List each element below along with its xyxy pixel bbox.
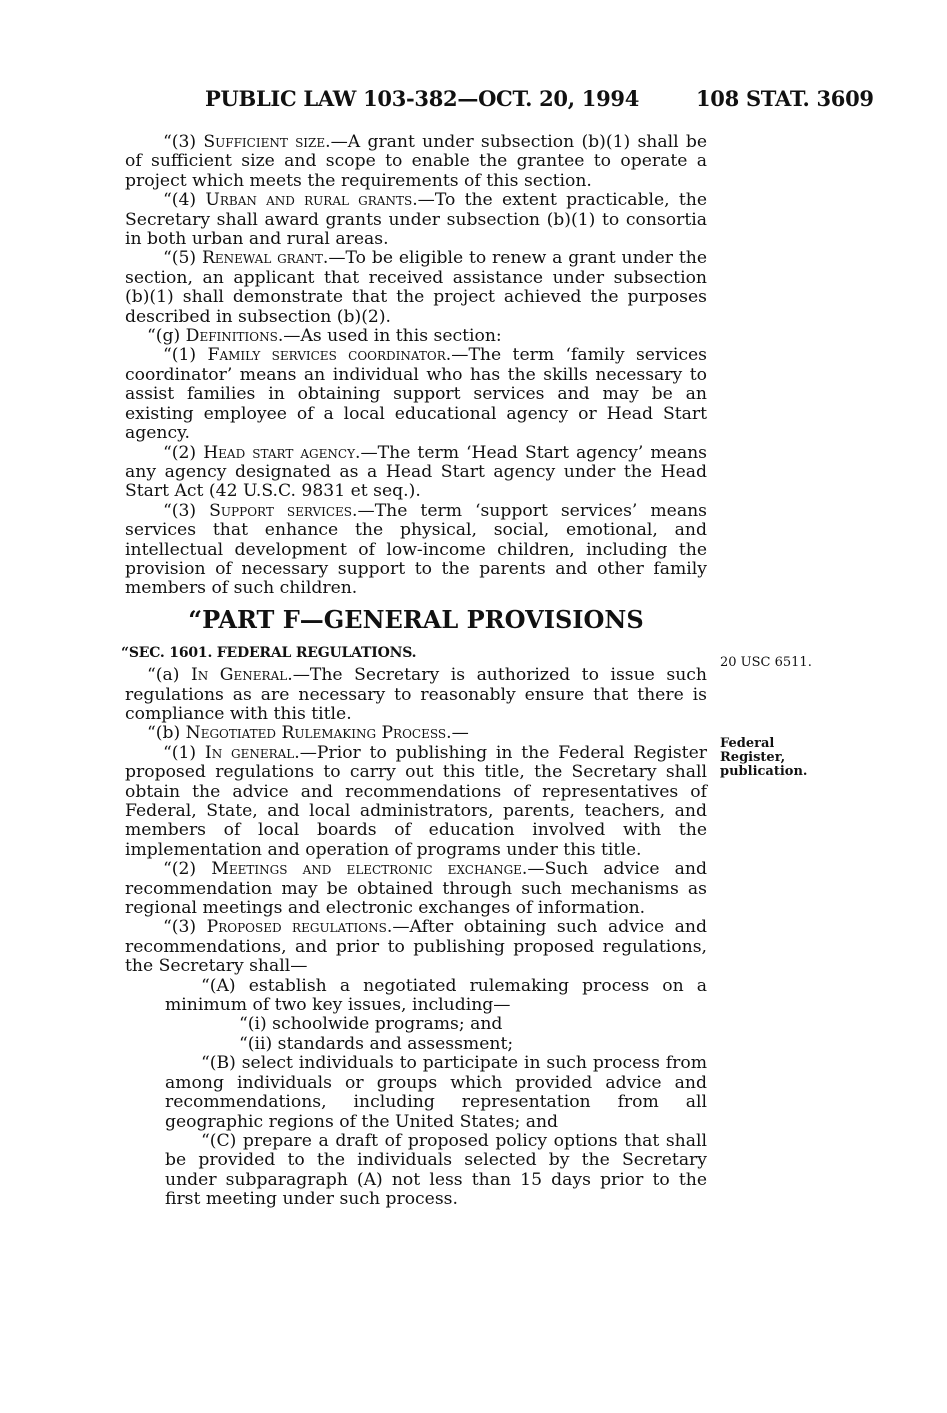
paragraph: “(b) Negotiated Rulemaking Process.— — [147, 723, 469, 744]
paragraph: “(4) Urban and rural grants.—To the extent practicable, the Secretary shall award grants under subsection (b)(1) to consortia in both urban and rural areas. — [125, 190, 707, 250]
paragraph: “(1) In general.—Prior to publishing in the Federal Register proposed regulations to carry out this title, the Secretary shall obtain the advice and recommendations of representatives of Federal, State, and local administrators, parents, teachers, and members of local boards of education involved with the implementation and operation of programs under this title. — [125, 742, 707, 860]
margin-note-usc: 20 USC 6511. — [720, 655, 812, 670]
paragraph-heading: Urban and rural grants. — [205, 190, 418, 211]
document-body — [121, 132, 708, 1210]
paragraph-heading: In General. — [190, 665, 293, 686]
paragraph-heading: Head start agency. — [203, 442, 361, 463]
paragraph-heading: Sufficient size. — [203, 132, 331, 152]
paragraph: “(2) Meetings and electronic exchange.—Such advice and recommendation may be obtained through such mechanisms as regional meetings and electronic exchanges of information. — [125, 859, 707, 919]
section-heading: “SEC. 1601. FEDERAL REGULATIONS. — [121, 644, 417, 661]
subparagraph: “(B) select individuals to participate in such process from among individuals or groups which provided advice and recommendations, including representation from all geographic regions of the United States; and — [165, 1053, 707, 1132]
paragraph-heading: Negotiated Rulemaking Process. — [185, 723, 452, 744]
paragraph-heading: Renewal grant. — [201, 248, 329, 269]
paragraph-heading: In general. — [204, 742, 300, 763]
paragraph-heading: Family services coordinator. — [207, 345, 452, 366]
page-header-stat: 108 STAT. 3609 — [696, 86, 874, 111]
clause: “(i) schoolwide programs; and — [239, 1014, 503, 1035]
paragraph: “(5) Renewal grant.—To be eligible to renew a grant under the section, an applicant that received assistance under subsection (b)(1) shall demonstrate that the project achieved the purposes described in subsection (b)(2). — [125, 248, 707, 327]
paragraph-heading: Proposed regulations. — [206, 917, 393, 938]
paragraph: “(2) Head start agency.—The term ‘Head Start agency’ means any agency designated as a Head Start agency under the Head Start Act (42 U.S.C. 9831 et seq.). — [125, 442, 708, 502]
part-heading: “PART F—GENERAL PROVISIONS — [188, 604, 644, 634]
paragraph: “(3) Proposed regulations.—After obtaining such advice and recommendations, and prior to publishing proposed regulations, the Secretary shall— — [125, 917, 708, 977]
subparagraph: “(C) prepare a draft of proposed policy options that shall be provided to the individuals selected by the Secretary under subparagraph (A) not less than 15 days prior to the first meeting under such process. — [165, 1130, 707, 1210]
paragraph-heading: Meetings and electronic exchange. — [211, 859, 528, 880]
margin-note-federal-register: Federal Register, publication. — [720, 736, 808, 779]
paragraph-heading: Definitions. — [185, 326, 284, 347]
page-header-title: PUBLIC LAW 103-382—OCT. 20, 1994 — [205, 86, 640, 111]
paragraph: “(1) Family services coordinator.—The term ‘family services coordinator’ means an individual who has the skills necessary to assist families in obtaining support services and may be an existing employee of a local educational agency or Head Start agency. — [125, 345, 707, 444]
subparagraph: “(A) establish a negotiated rulemaking process on a minimum of two key issues, including— — [165, 975, 707, 1016]
clause: “(ii) standards and assessment; — [239, 1033, 514, 1054]
paragraph-heading: Support services. — [209, 500, 358, 521]
paragraph: “(3) Sufficient size.—A grant under subsection (b)(1) shall be of sufficient size and scope to enable the grantee to operate a project which meets the requirements of this section. — [125, 132, 707, 191]
paragraph: “(a) In General.—The Secretary is authorized to issue such regulations as are necessary to reasonably ensure that there is compliance with this title. — [125, 665, 707, 724]
paragraph: “(3) Support services.—The term ‘support services’ means services that enhance the physical, social, emotional, and intellectual development of low-income children, including the provision of necessary support to the parents and other family members of such children. — [125, 500, 707, 599]
paragraph: “(g) Definitions.—As used in this section: — [147, 326, 502, 347]
